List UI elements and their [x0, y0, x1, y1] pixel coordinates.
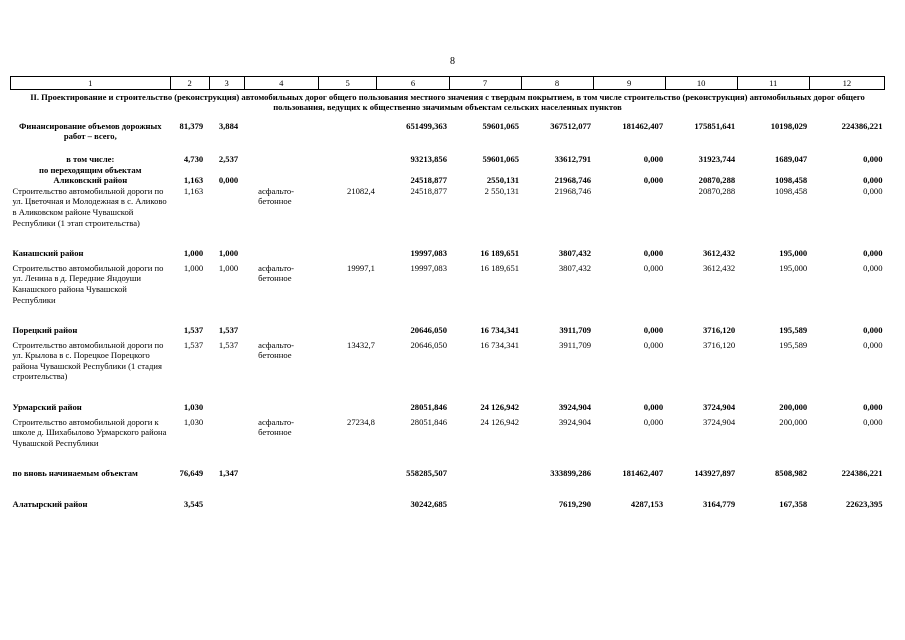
- table-row: [11, 340, 885, 382]
- table-row: [11, 499, 885, 510]
- cell-value: 1098,458: [775, 175, 808, 186]
- row-label: по вновь начинаемым объектам: [12, 468, 138, 479]
- cell-value: 0,000: [863, 402, 883, 413]
- cell-length: 76,649: [179, 468, 204, 479]
- table-row: [11, 186, 885, 228]
- cell-value: 19997,083: [410, 248, 447, 259]
- cell-length: 1,163: [183, 185, 204, 196]
- cell-value: 167,358: [779, 499, 808, 510]
- row-label: в том числе:: [66, 153, 115, 164]
- table-row: [11, 248, 885, 259]
- cell-value: 0,000: [863, 416, 883, 427]
- cell-length: 1,000: [218, 262, 239, 273]
- cell-surface: [244, 417, 318, 449]
- cell-value: 181462,407: [622, 120, 664, 131]
- cell-value: 143927,897: [694, 468, 736, 479]
- row-label: Канашский район: [12, 248, 84, 259]
- cell-value: 24 126,942: [480, 416, 520, 427]
- cell-value: 3724,904: [702, 416, 736, 427]
- cell-value: 2550,131: [486, 175, 520, 186]
- cell-value: 3807,432: [558, 248, 592, 259]
- col-number: 2: [170, 77, 209, 90]
- cell-value: 1689,047: [775, 153, 808, 164]
- cell-value: 195,589: [779, 325, 808, 336]
- cell-value: 200,000: [779, 402, 808, 413]
- surface-type: асфальто-: [258, 339, 295, 350]
- row-label: Аликовский район: [53, 175, 128, 186]
- table-row: [11, 417, 885, 449]
- cell-value: 24 126,942: [480, 402, 520, 413]
- col-number: 11: [737, 77, 809, 90]
- row-label: Финансирование объемов дорожных работ – всего,: [19, 120, 162, 142]
- cell-value: 367512,077: [550, 120, 592, 131]
- row-label: Строительство автомобильной дороги по ул. Ленина в д. Передние Яндоуши Канашского района Чувашской Республики: [12, 262, 164, 305]
- cell-value: 24518,877: [410, 175, 447, 186]
- cell-value: 200,000: [779, 416, 808, 427]
- row-label: Строительство автомобильной дороги по ул. Цветочная и Молодежная в с. Аликово в Аликовском районе Чувашской Республики (1 этап строительства): [12, 185, 167, 228]
- cell-length: 1,000: [218, 248, 239, 259]
- cell-surface: [244, 340, 318, 382]
- cell-length: 1,163: [183, 175, 204, 186]
- cell-value: 0,000: [863, 325, 883, 336]
- cell-value: 3911,709: [559, 339, 592, 350]
- table-row: [11, 468, 885, 479]
- cell-value: 20870,288: [698, 185, 736, 196]
- cell-cost: 19997,1: [347, 262, 375, 273]
- row-label: по переходящим объектам: [39, 164, 142, 175]
- cell-value: 0,000: [643, 175, 664, 186]
- cell-length: 1,030: [183, 416, 204, 427]
- table-row: [11, 165, 885, 176]
- cell-surface: [244, 186, 318, 228]
- cell-value: 3612,432: [702, 248, 736, 259]
- surface-type: бетонное: [258, 350, 292, 361]
- col-number: 5: [318, 77, 377, 90]
- cell-length: 1,000: [183, 262, 204, 273]
- cell-value: 3807,432: [558, 262, 592, 273]
- row-label: Порецкий район: [12, 325, 78, 336]
- cell-length: 1,347: [218, 468, 239, 479]
- cell-surface: [244, 121, 318, 142]
- cell-value: 7619,290: [558, 499, 592, 510]
- col-number: 3: [209, 77, 244, 90]
- cell-value: 24518,877: [410, 185, 447, 196]
- section-heading-row: [11, 89, 885, 121]
- cell-value: 175851,641: [694, 120, 736, 131]
- table-row: [11, 175, 885, 186]
- surface-type: бетонное: [258, 196, 292, 207]
- cell-length: 1,537: [218, 339, 239, 350]
- cell-value: 10198,029: [770, 120, 808, 131]
- cell-value: 0,000: [863, 185, 883, 196]
- cell-value: 0,000: [863, 175, 883, 186]
- surface-type: асфальто-: [258, 262, 295, 273]
- cell-length: 1,000: [183, 248, 204, 259]
- cell-value: 0,000: [643, 416, 664, 427]
- cell-value: 93213,856: [410, 153, 447, 164]
- cell-value: 3716,120: [702, 339, 736, 350]
- table-row: [11, 121, 885, 142]
- cell-cost: [318, 121, 377, 142]
- cell-value: 28051,846: [410, 416, 447, 427]
- cell-value: 0,000: [643, 262, 664, 273]
- cell-value: 224386,221: [841, 468, 883, 479]
- cell-value: 181462,407: [622, 468, 664, 479]
- cell-value: 16 189,651: [480, 262, 520, 273]
- surface-type: асфальто-: [258, 185, 295, 196]
- cell-value: 333899,286: [550, 468, 592, 479]
- cell-value: 30242,685: [410, 499, 447, 510]
- cell-length: 81,379: [179, 120, 204, 131]
- page-number: 8: [450, 56, 455, 67]
- cell-value: 16 189,651: [480, 248, 520, 259]
- cell-length: 1,537: [218, 325, 239, 336]
- col-number: 4: [244, 77, 318, 90]
- table-row: [11, 325, 885, 336]
- table-row: [11, 263, 885, 305]
- column-number-row: [11, 77, 885, 90]
- col-number: 12: [809, 77, 884, 90]
- cell-length: 3,545: [183, 499, 204, 510]
- cell-value: 0,000: [643, 248, 664, 259]
- cell-value: 3716,120: [702, 325, 736, 336]
- row-label: Алатырский район: [12, 499, 88, 510]
- cell-value: 3924,904: [558, 416, 592, 427]
- surface-type: бетонное: [258, 427, 292, 438]
- cell-value: 33612,791: [554, 153, 592, 164]
- cell-value: 3724,904: [702, 402, 736, 413]
- cell-value: 2 550,131: [484, 185, 520, 196]
- table-row: [11, 402, 885, 413]
- financing-table: [10, 76, 885, 510]
- cell-value: 0,000: [863, 248, 883, 259]
- cell-length: 1,537: [183, 325, 204, 336]
- cell-value: 195,000: [779, 262, 808, 273]
- cell-length: 0,000: [218, 175, 239, 186]
- cell-value: 1098,458: [775, 185, 808, 196]
- cell-value: 16 734,341: [480, 339, 520, 350]
- cell-value: 224386,221: [841, 120, 883, 131]
- cell-value: 31923,744: [698, 153, 736, 164]
- cell-value: 20646,050: [410, 325, 447, 336]
- cell-cost: 27234,8: [347, 416, 375, 427]
- cell-value: 20870,288: [698, 175, 736, 186]
- cell-value: 20646,050: [410, 339, 447, 350]
- cell-value: 3911,709: [559, 325, 592, 336]
- cell-value: 0,000: [863, 262, 883, 273]
- cell-value: 3924,904: [558, 402, 592, 413]
- cell-value: 16 734,341: [480, 325, 520, 336]
- cell-value: 4287,153: [630, 499, 664, 510]
- cell-value: 0,000: [643, 402, 664, 413]
- col-number: 7: [449, 77, 521, 90]
- surface-type: бетонное: [258, 273, 292, 284]
- cell-value: 3164,779: [702, 499, 736, 510]
- cell-value: 28051,846: [410, 402, 447, 413]
- cell-value: 195,589: [779, 339, 808, 350]
- section-title: II. Проектирование и строительство (реконструкция) автомобильных дорог общего пользования местного значения с твердым покрытием, в том числе строительство (реконструкция) автомобильных дорог общего пользования, ведущих к общественно значимым объектам сельских населенных пунктов: [30, 91, 865, 113]
- cell-length: 1,537: [183, 339, 204, 350]
- cell-value: 0,000: [643, 153, 664, 164]
- cell-value: 59601,065: [482, 120, 520, 131]
- cell-value: 19997,083: [410, 262, 447, 273]
- cell-value: 558285,507: [406, 468, 447, 479]
- cell-value: 0,000: [863, 153, 883, 164]
- cell-length: 3,884: [218, 120, 239, 131]
- cell-value: 3612,432: [702, 262, 736, 273]
- row-label: Урмарский район: [12, 402, 82, 413]
- row-label: Строительство автомобильной дороги по ул. Крылова в с. Порецкое Порецкого района Чувашской Республики (1 стадия строительства): [12, 339, 164, 382]
- cell-cost: 21082,4: [347, 185, 375, 196]
- col-number: 9: [593, 77, 665, 90]
- cell-value: 0,000: [643, 325, 664, 336]
- cell-value: 21968,746: [554, 185, 592, 196]
- cell-surface: [244, 263, 318, 305]
- cell-length: 1,030: [183, 402, 204, 413]
- cell-value: 22623,395: [845, 499, 883, 510]
- col-number: 1: [11, 77, 171, 90]
- cell-value: 0,000: [643, 339, 664, 350]
- col-number: 8: [521, 77, 593, 90]
- surface-type: асфальто-: [258, 416, 295, 427]
- table-row: [11, 154, 885, 165]
- cell-value: 0,000: [863, 339, 883, 350]
- cell-value: 195,000: [779, 248, 808, 259]
- col-number: 6: [377, 77, 449, 90]
- cell-value: 8508,982: [775, 468, 808, 479]
- cell-value: 651499,363: [406, 120, 447, 131]
- col-number: 10: [665, 77, 737, 90]
- cell-length: 4,730: [183, 153, 204, 164]
- row-label: Строительство автомобильной дороги к школе д. Шихабылово Урмарского района Чувашской Республики: [12, 416, 167, 448]
- cell-cost: 13432,7: [347, 339, 375, 350]
- cell-length: 2,537: [218, 153, 239, 164]
- cell-value: 59601,065: [482, 153, 520, 164]
- cell-value: 21968,746: [554, 175, 592, 186]
